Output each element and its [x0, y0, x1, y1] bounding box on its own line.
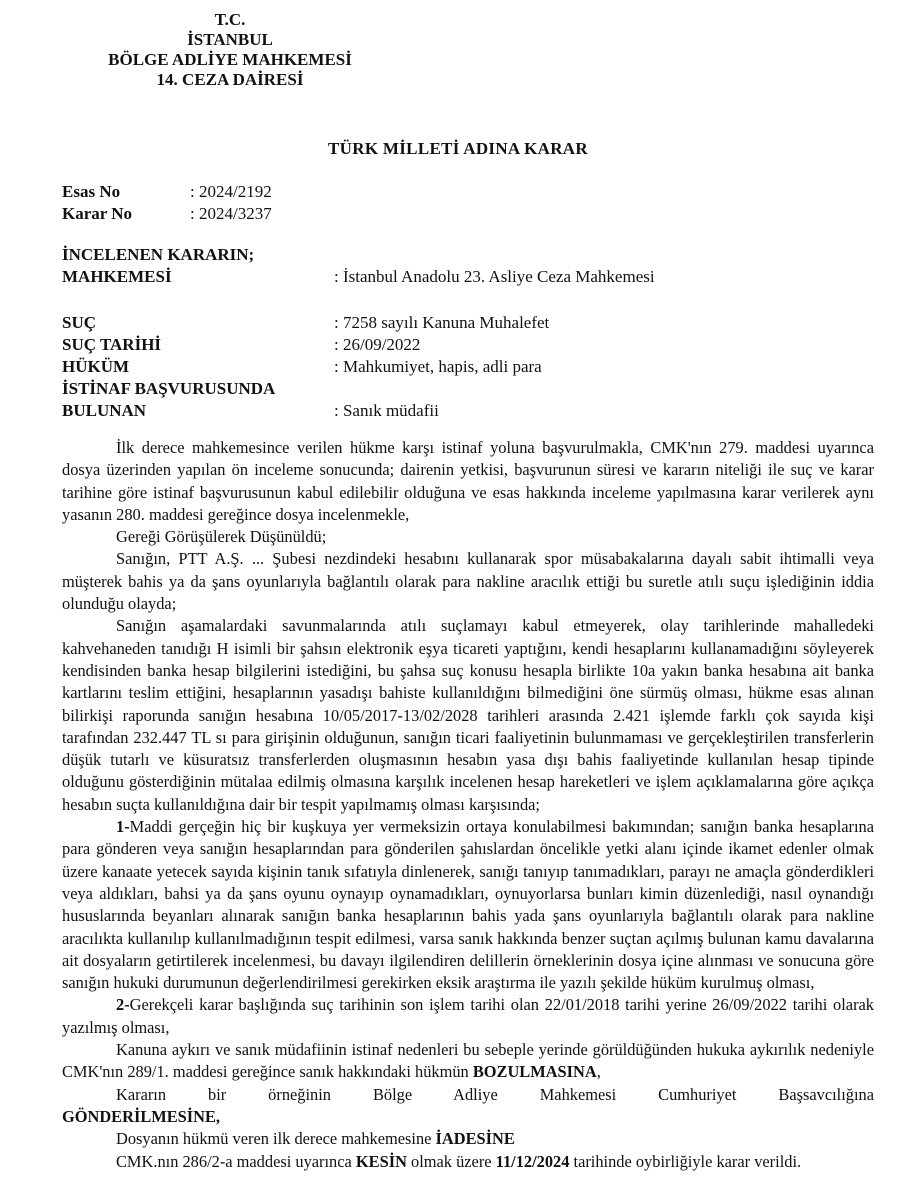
paragraph-return [62, 1128, 874, 1150]
court-header-city: İSTANBUL [187, 30, 273, 49]
crime-date-label: SUÇ TARİHİ [62, 335, 162, 354]
court-header-name: BÖLGE ADLİYE MAHKEMESİ [108, 50, 352, 69]
esas-label: Esas No [62, 182, 121, 201]
reason-2-number: 2- [116, 995, 130, 1015]
reason-1-text: Maddi gerçeğin hiç bir kuşkuya yer vermeksizin ortaya konulabilmesi bakımından; sanığın banka hesaplarına para gönderen veya sanığın hesaplarından para gönderilen şahıslardan öncelikle yetki alanı içinde ikamet edenler olmak üzere kanaate yetecek sayıda kişinin tanık sıfatıyla dinlenerek, sanığı tanıyıp tanımadıkları, parayı ne amaçla gönderdikleri veya aldıkları, bahsi ya da şans oyunu oynayıp oynamadıkları, oynuyorlarsa bunları kimin düzenlediği, nasıl oynandığı hususlarında beyanları alınarak sanığın banka hesaplarının bahis yada şans oyunlarıyla bağlantılı olarak para nakline aracılıkta kullanılıp kullanılmadığının tespit edilmesi, varsa sanık hakkında benzer suçtan açılmış bulunan kamu davalarına ait dosyaların getirtilerek incelenmesi, bu davayı ilgilendiren delillerin örneklerinin dosya içine alınması ve sonucuna göre sanığın hukuki durumunun değerlendirilmesi gerekirken eksik araştırma ile yazılı şekilde hüküm kurulmuş olması, [62, 817, 874, 993]
send-text: Kararın bir örneğinin Bölge Adliye Mahkemesi Cumhuriyet Başsavcılığına [116, 1084, 874, 1104]
crime-label: SUÇ [62, 313, 97, 332]
final-keyword-kesin: KESİN [355, 1151, 407, 1171]
paragraph-reversal [62, 1039, 874, 1084]
final-date: 11/12/2024 [495, 1151, 570, 1171]
final-text-1: CMK.nın 286/2-a maddesi uyarınca [116, 1151, 356, 1171]
reviewed-heading: İNCELENEN KARARIN; [62, 245, 255, 264]
reason-2-text: Gerekçeli karar başlığında suç tarihinin son işlem tarihi olan 22/01/2018 tarihi yerine 26/09/2022 tarihi olarak yazılmış olması, [62, 995, 874, 1037]
paragraph-preliminary-review: İlk derece mahkemesince verilen hükme karşı istinaf yoluna başvurulmakla, CMK'nın 279. maddesi uyarınca dosya üzerinden yapılan ön inceleme sonucunda; dairenin yetkisi, başvurunun süresi ve kararın niteliği ile suç ve karar tarihine göre istinaf başvurusunun kabul edilebilir olduğuna ve esas hakkında inceleme yapılmasına karar verilerek aynı yasanın 280. maddesi gereğince dosya incelenmekle, [62, 438, 874, 524]
crime-value: : 7258 sayılı Kanuna Muhalefet [334, 313, 550, 332]
verdict-value: : Mahkumiyet, hapis, adli para [334, 357, 542, 376]
court-header [60, 10, 400, 90]
paragraph-deliberation: Gereği Görüşülerek Düşünüldü; [116, 527, 327, 547]
paragraph-send [62, 1084, 874, 1106]
paragraph-send-keyword [62, 1106, 874, 1128]
decision-body [62, 437, 874, 1173]
verdict-label: HÜKÜM [62, 357, 130, 376]
appeal-label-line2: BULUNAN [62, 401, 147, 420]
court-label: MAHKEMESİ [62, 267, 172, 286]
return-text: Dosyanın hükmü veren ilk derece mahkemesine [116, 1129, 436, 1149]
reason-1-number: 1- [116, 817, 130, 837]
karar-label: Karar No [62, 204, 133, 223]
court-header-chamber: 14. CEZA DAİRESİ [156, 70, 304, 89]
court-header-tc: T.C. [214, 10, 246, 29]
final-text-2: olmak üzere [406, 1151, 496, 1171]
return-keyword: İADESİNE [435, 1129, 515, 1149]
final-text-3: tarihinde oybirliğiyle karar verildi. [569, 1151, 802, 1171]
paragraph-final [62, 1151, 874, 1173]
esas-value: : 2024/2192 [190, 182, 272, 201]
reversal-keyword: BOZULMASINA [472, 1062, 597, 1082]
karar-value: : 2024/3237 [190, 204, 272, 223]
paragraph-defense: Sanığın aşamalardaki savunmalarında atılı suçlamayı kabul etmeyerek, olay tarihlerinde mahalledeki kahvehaneden tanıdığı H isimli bir şahsın elektronik eşya ticareti yaptığını, kendi hesaplarını kullanamadığını söyleyerek kendisinden banka hesap bilgilerini istediğini, bu şahsa suç konusu hesapla birlikte 10a yakın banka hesabına ait banka kartlarını teslim ettiğini, hesaplarının yasadışı bahiste kullanıldığını bilmediğini öne sürmüş olması, hükme esas alınan bilirkişi raporunda sanığın hesabına 10/05/2017-13/02/2028 tarihleri arasında 2.421 işlemde farklı çok sayıda kişi tarafından 232.447 TL sı para girişinin olduğunun, sanığın ticari faaliyetinin bulunmaması ve gerçekleştirilen transferlerin düşük tutarlı ve küsuratsız transferlerden oluşmasının hesabın yasa dışı bahis faaliyetinde kullanılan hesap tipinde olduğunu gösterdiğinin mütalaa edilmiş olmasına karşılık incelenen hesap hareketleri ve işlem açıklamalarına göre açıkça hesabın suçta kullanıldığına dair bir tespit yapılmamış olması karşısında; [62, 616, 874, 814]
crime-date-value: : 26/09/2022 [334, 335, 421, 354]
reversal-text: Kanuna aykırı ve sanık müdafiinin istinaf nedenleri bu sebeple yerinde görüldüğünden hukuka aykırılık nedeniyle CMK'nın 289/1. maddesi gereğince sanık hakkındaki hükmün [62, 1040, 874, 1082]
appeal-value: : Sanık müdafii [334, 401, 439, 420]
send-keyword: GÖNDERİLMESİNE, [62, 1106, 221, 1126]
paragraph-reason-2 [62, 994, 874, 1039]
court-value: : İstanbul Anadolu 23. Asliye Ceza Mahkemesi [334, 267, 655, 286]
appeal-label-line1: İSTİNAF BAŞVURUSUNDA [62, 379, 276, 398]
reversal-comma: , [596, 1062, 601, 1082]
paragraph-reason-1 [62, 816, 874, 994]
decision-title: TÜRK MİLLETİ ADINA KARAR [328, 139, 588, 158]
paragraph-allegation: Sanığın, PTT A.Ş. ... Şubesi nezdindeki hesabını kullanarak spor müsabakalarına dayalı sabit ihtimalli veya müşterek bahis ya da şans oyunlarıyla bağlantılı olarak para nakline aracılık ettiği bu suretle atılı suçu işlediğinin iddia olunduğu olayda; [62, 549, 874, 614]
